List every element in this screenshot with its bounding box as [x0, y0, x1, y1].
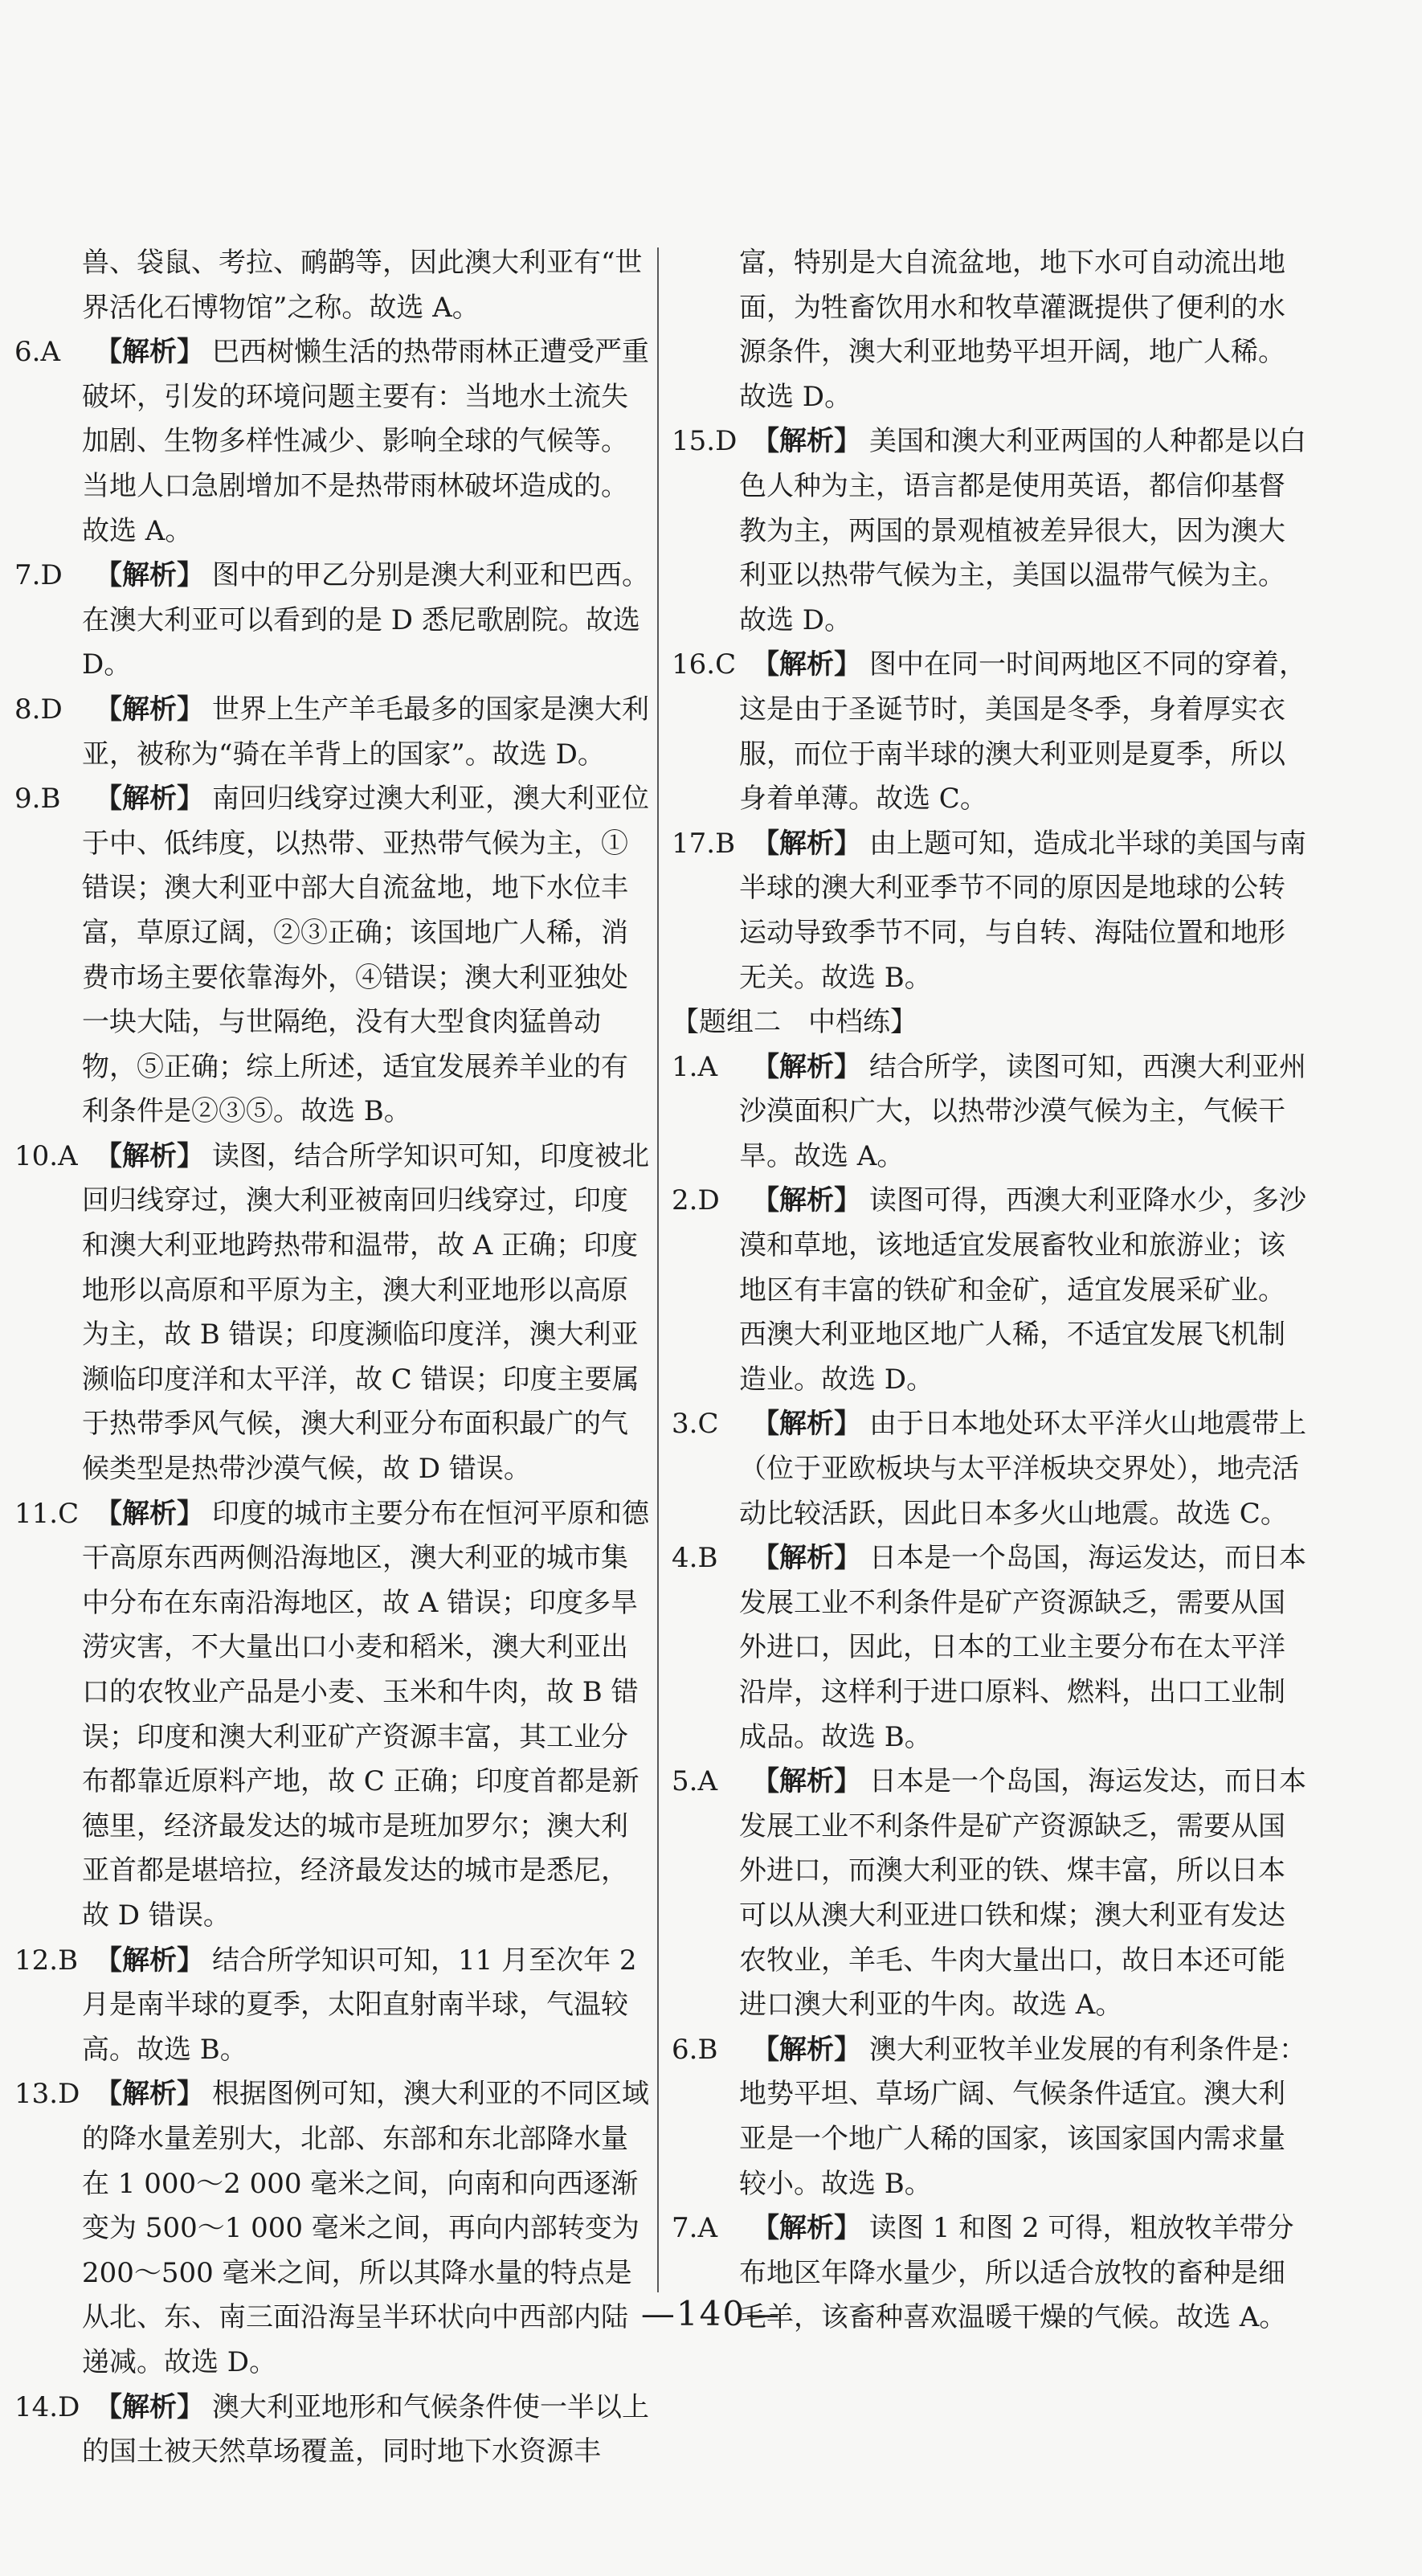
answer-item: 7.D 【解析】 图中的甲乙分别是澳大利亚和巴西。在澳大利亚可以看到的是 D 悉尼歌剧院。故选 D。 — [14, 559, 649, 681]
answer-item: 10.A 【解析】 读图，结合所学知识可知，印度被北回归线穿过，澳大利亚被南回归线穿过，印度和澳大利亚地跨热带和温带，故 A 正确；印度地形以高原和平原为主，澳大利亚地形以高原为主，故 B 错误；印度濒临印度洋，澳大利亚濒临印度洋和太平洋，故 C 错误；印度主要属于热带季风气候，澳大利亚分布面积最广的气候类型是热带沙漠气候，故 D 错误。 — [14, 1139, 649, 1486]
answer-item: 2.D 【解析】 读图可得，西澳大利亚降水少，多沙漠和草地，该地适宜发展畜牧业和旅游业；该地区有丰富的铁矿和金矿，适宜发展采矿业。西澳大利亚地区地广人稀，不适宜发展飞机制造业。故选 D。 — [672, 1184, 1306, 1396]
analysis-tag: 【解析】 — [95, 336, 204, 369]
analysis-tag: 【解析】 — [95, 559, 204, 592]
answer-item: 6.B 【解析】 澳大利亚牧羊业发展的有利条件是：地势平坦、草场广阔、气候条件适宜。澳大利亚是一个地广人稀的国家，该国家国内需求量较小。故选 B。 — [672, 2033, 1306, 2200]
answer-item: 1.A 【解析】 结合所学，读图可知，西澳大利亚州沙漠面积广大，以热带沙漠气候为主，气候干旱。故选 A。 — [672, 1050, 1306, 1172]
left-column — [14, 241, 651, 2475]
analysis-tag: 【解析】 — [95, 2390, 204, 2423]
analysis-tag: 【解析】 — [95, 2078, 204, 2111]
analysis-tag: 【解析】 — [752, 827, 861, 860]
column-divider — [657, 247, 659, 2292]
answer-item: 4.B 【解析】 日本是一个岛国，海运发达，而日本发展工业不利条件是矿产资源缺乏，需要从国外进口，因此，日本的工业主要分布在太平洋沿岸，这样利于进口原料、燃料，出口工业制成品。故选 B。 — [672, 1542, 1306, 1753]
analysis-tag: 【解析】 — [752, 1542, 861, 1575]
right-column — [672, 241, 1308, 2341]
analysis-tag: 【解析】 — [752, 425, 861, 458]
answer-item: 6.A 【解析】 巴西树懒生活的热带雨林正遭受严重破坏，引发的环境问题主要有：当地水土流失加剧、生物多样性减少、影响全球的气候等。当地人口急剧增加不是热带雨林破坏造成的。故选 A。 — [14, 336, 649, 547]
analysis-tag: 【解析】 — [95, 1139, 204, 1172]
analysis-tag: 【解析】 — [752, 2212, 861, 2245]
continued-text: 兽、袋鼠、考拉、鸸鹋等，因此澳大利亚有“世界活化石博物馆”之称。故选 A。 — [82, 247, 643, 324]
answer-item: 12.B 【解析】 结合所学知识可知，11 月至次年 2 月是南半球的夏季，太阳直射南半球，气温较高。故选 B。 — [14, 1944, 637, 2066]
answer-item: 13.D 【解析】 根据图例可知，澳大利亚的不同区域的降水量差别大，北部、东部和东北部降水量在 1 000～2 000 毫米之间，向南和向西逐渐变为 500～1 000 毫米之间，再向内部转变为 200～500 毫米之间，所以其降水量的特点是从北、东、南三面沿海呈半环状向中西部内陆递减。故选 D。 — [14, 2078, 649, 2378]
answer-item: 14.D 【解析】 澳大利亚地形和气候条件使一半以上的国土被天然草场覆盖，同时地下水资源丰 — [14, 2390, 649, 2468]
analysis-tag: 【解析】 — [95, 783, 204, 816]
page-number: —140— — [640, 2294, 782, 2333]
answer-item: 11.C 【解析】 印度的城市主要分布在恒河平原和德干高原东西两侧沿海地区，澳大利亚的城市集中分布在东南沿海地区，故 A 错误；印度多旱涝灾害，不大量出口小麦和稻米，澳大利亚出口的农牧业产品是小麦、玉米和牛肉，故 B 错误；印度和澳大利亚矿产资源丰富，其工业分布都靠近原料产地，故 C 正确；印度首都是新德里，经济最发达的城市是班加罗尔；澳大利亚首都是堪培拉，经济最发达的城市是悉尼，故 D 错误。 — [14, 1497, 649, 1932]
continued-text: 富，特别是大自流盆地，地下水可自动流出地面，为牲畜饮用水和牧草灌溉提供了便利的水源条件，澳大利亚地势平坦开阔，地广人稀。故选 D。 — [739, 247, 1285, 413]
analysis-tag: 【解析】 — [95, 1944, 204, 1977]
answer-item: 16.C 【解析】 图中在同一时间两地区不同的穿着，这是由于圣诞节时，美国是冬季，身着厚实衣服，而位于南半球的澳大利亚则是夏季，所以身着单薄。故选 C。 — [672, 648, 1306, 816]
analysis-tag: 【解析】 — [752, 648, 861, 681]
analysis-tag: 【解析】 — [752, 1408, 861, 1441]
analysis-tag: 【解析】 — [95, 1497, 204, 1530]
answer-item: 5.A 【解析】 日本是一个岛国，海运发达，而日本发展工业不利条件是矿产资源缺乏，需要从国外进口，而澳大利亚的铁、煤丰富，所以日本可以从澳大利亚进口铁和煤；澳大利亚有发达农牧业，羊毛、牛肉大量出口，故日本还可能进口澳大利亚的牛肉。故选 A。 — [672, 1765, 1306, 2022]
analysis-tag: 【解析】 — [752, 1050, 861, 1083]
answer-item: 15.D 【解析】 美国和澳大利亚两国的人种都是以白色人种为主，语言都是使用英语，都信仰基督教为主，两国的景观植被差异很大，因为澳大利亚以热带气候为主，美国以温带气候为主。故选 D。 — [672, 425, 1306, 636]
analysis-tag: 【解析】 — [95, 693, 204, 726]
answer-item: 17.B 【解析】 由上题可知，造成北半球的美国与南半球的澳大利亚季节不同的原因是地球的公转运动导致季节不同，与自转、海陆位置和地形无关。故选 B。 — [672, 827, 1306, 994]
analysis-tag: 【解析】 — [752, 1765, 861, 1798]
answer-item: 9.B 【解析】 南回归线穿过澳大利亚，澳大利亚位于中、低纬度，以热带、亚热带气候为主，①错误；澳大利亚中部大自流盆地，地下水位丰富，草原辽阔，②③正确；该国地广人稀，消费市场主要依靠海外，④错误；澳大利亚独处一块大陆，与世隔绝，没有大型食肉猛兽动物，⑤正确；综上所述，适宜发展养羊业的有利条件是②③⑤。故选 B。 — [14, 783, 649, 1128]
analysis-tag: 【解析】 — [752, 1184, 861, 1217]
answer-item: 8.D 【解析】 世界上生产羊毛最多的国家是澳大利亚，被称为“骑在羊背上的国家”。故选 D。 — [14, 693, 649, 771]
answer-item: 7.A 【解析】 读图 1 和图 2 可得，粗放牧羊带分布地区年降水量少，所以适合放牧的畜种是细毛羊，该畜种喜欢温暖干燥的气候。故选 A。 — [672, 2212, 1294, 2334]
group-heading: 【题组二 中档练】 — [672, 1006, 917, 1039]
analysis-tag: 【解析】 — [752, 2033, 861, 2066]
answer-item: 3.C 【解析】 由于日本地处环太平洋火山地震带上（位于亚欧板块与太平洋板块交界处），地壳活动比较活跃，因此日本多火山地震。故选 C。 — [672, 1408, 1306, 1530]
